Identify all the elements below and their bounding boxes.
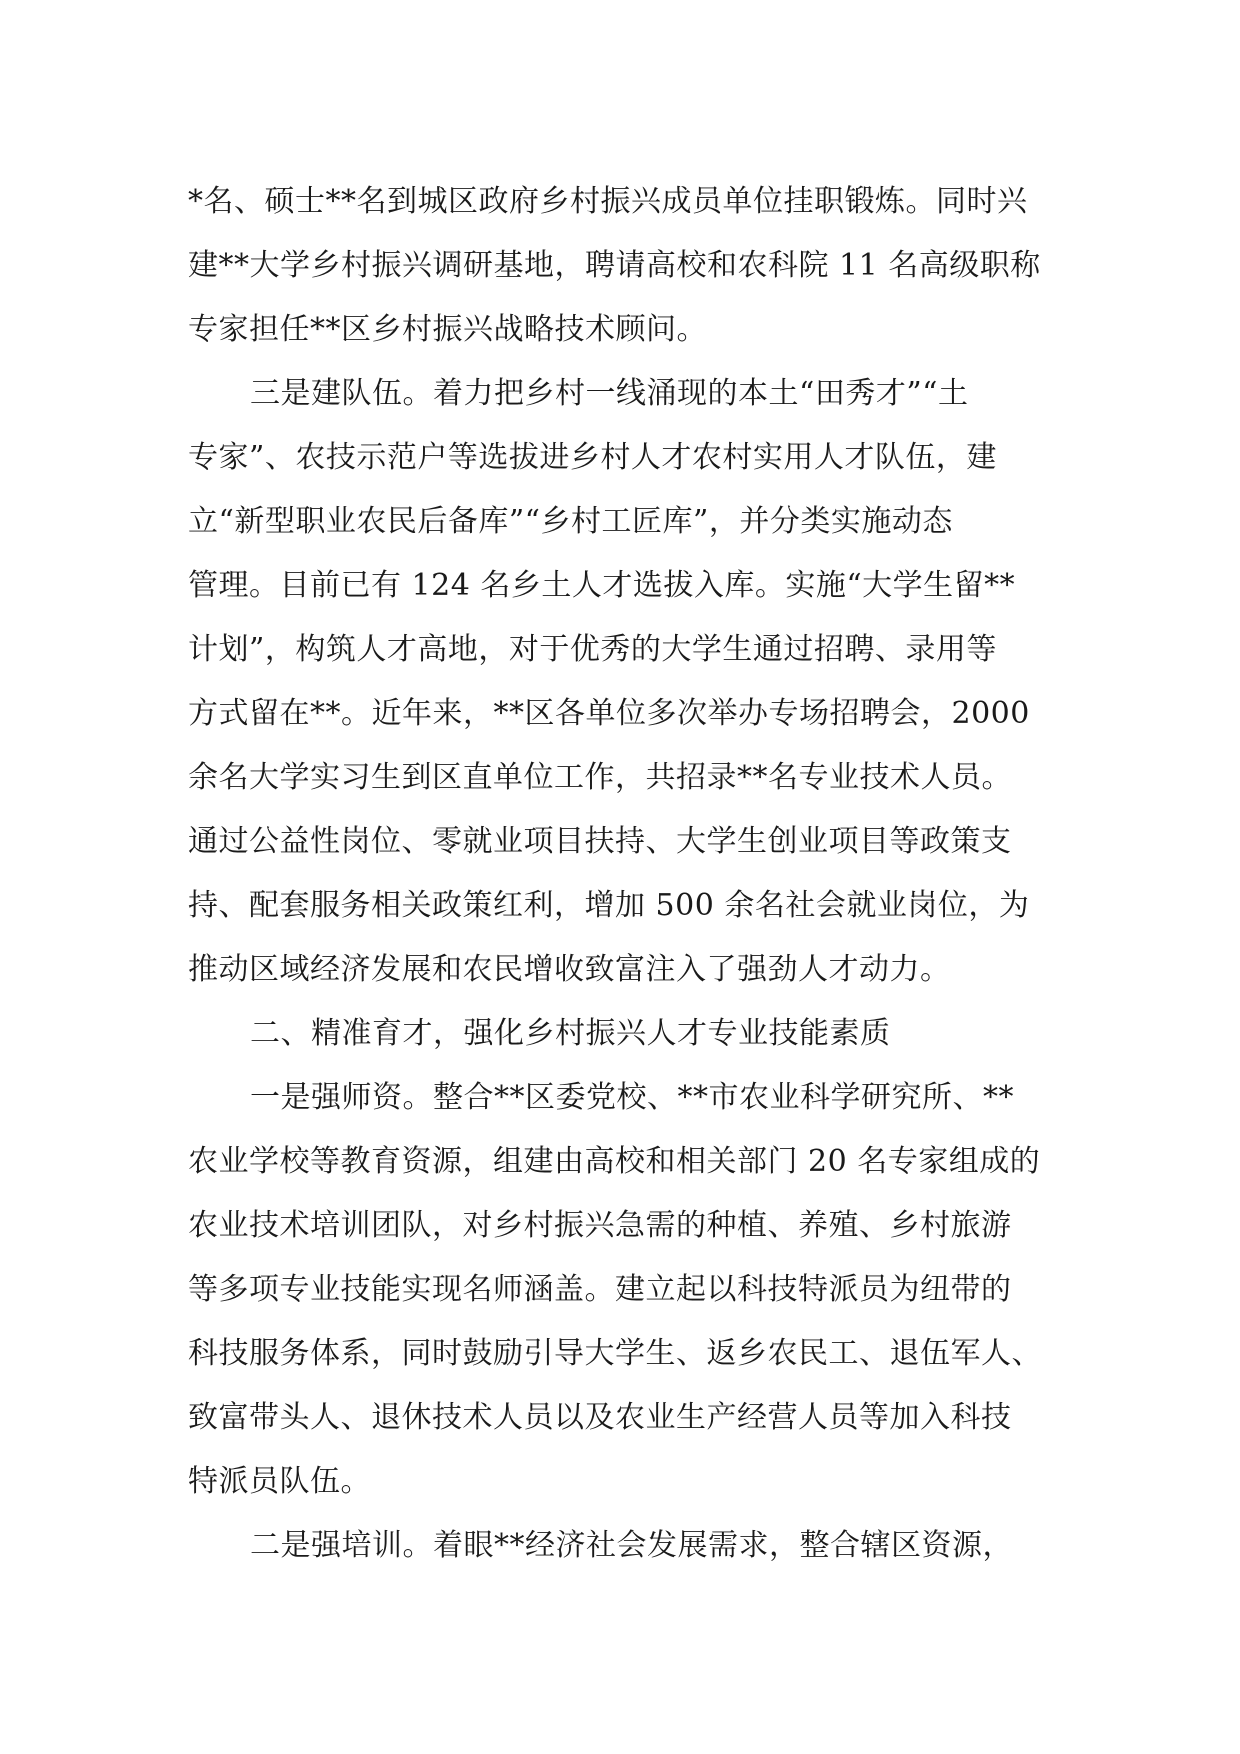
text-line: 等多项专业技能实现名师涵盖。建立起以科技特派员为纽带的 bbox=[188, 1272, 1012, 1307]
document-body bbox=[188, 170, 1058, 1578]
paragraph-start-line: 一是强师资。整合**区委党校、**市农业科学研究所、** bbox=[250, 1080, 1014, 1115]
text-line: 通过公益性岗位、零就业项目扶持、大学生创业项目等政策支 bbox=[188, 824, 1012, 859]
text-line: 立“新型职业农民后备库”“乡村工匠库”，并分类实施动态 bbox=[188, 504, 953, 539]
text-line: 管理。目前已有 124 名乡土人才选拔入库。实施“大学生留** bbox=[188, 568, 1016, 603]
text-line: 方式留在**。近年来，**区各单位多次举办专场招聘会，2000 bbox=[188, 696, 1030, 731]
text-line: 专家担任**区乡村振兴战略技术顾问。 bbox=[188, 312, 707, 347]
text-line: *名、硕士**名到城区政府乡村振兴成员单位挂职锻炼。同时兴 bbox=[188, 184, 1028, 219]
section-heading: 二、精准育才，强化乡村振兴人才专业技能素质 bbox=[250, 1016, 891, 1051]
text-line: 农业技术培训团队，对乡村振兴急需的种植、养殖、乡村旅游 bbox=[188, 1208, 1012, 1243]
text-line: 持、配套服务相关政策红利，增加 500 余名社会就业岗位，为 bbox=[188, 888, 1030, 923]
text-line: 科技服务体系，同时鼓励引导大学生、返乡农民工、退伍军人、 bbox=[188, 1336, 1042, 1371]
text-line: 计划”，构筑人才高地，对于优秀的大学生通过招聘、录用等 bbox=[188, 632, 997, 667]
text-line: 专家”、农技示范户等选拔进乡村人才农村实用人才队伍，建 bbox=[188, 440, 997, 475]
paragraph-start-line: 二是强培训。着眼**经济社会发展需求，整合辖区资源， bbox=[250, 1528, 1013, 1563]
text-line: 推动区域经济发展和农民增收致富注入了强劲人才动力。 bbox=[188, 952, 951, 987]
text-line: 余名大学实习生到区直单位工作，共招录**名专业技术人员。 bbox=[188, 760, 1012, 795]
paragraph-start-line: 三是建队伍。着力把乡村一线涌现的本土“田秀才”“土 bbox=[250, 376, 969, 411]
text-line: 农业学校等教育资源，组建由高校和相关部门 20 名专家组成的 bbox=[188, 1144, 1041, 1179]
text-line: 致富带头人、退休技术人员以及农业生产经营人员等加入科技 bbox=[188, 1400, 1012, 1435]
text-line: 建**大学乡村振兴调研基地，聘请高校和农科院 11 名高级职称 bbox=[188, 248, 1041, 283]
text-line: 特派员队伍。 bbox=[188, 1464, 371, 1499]
